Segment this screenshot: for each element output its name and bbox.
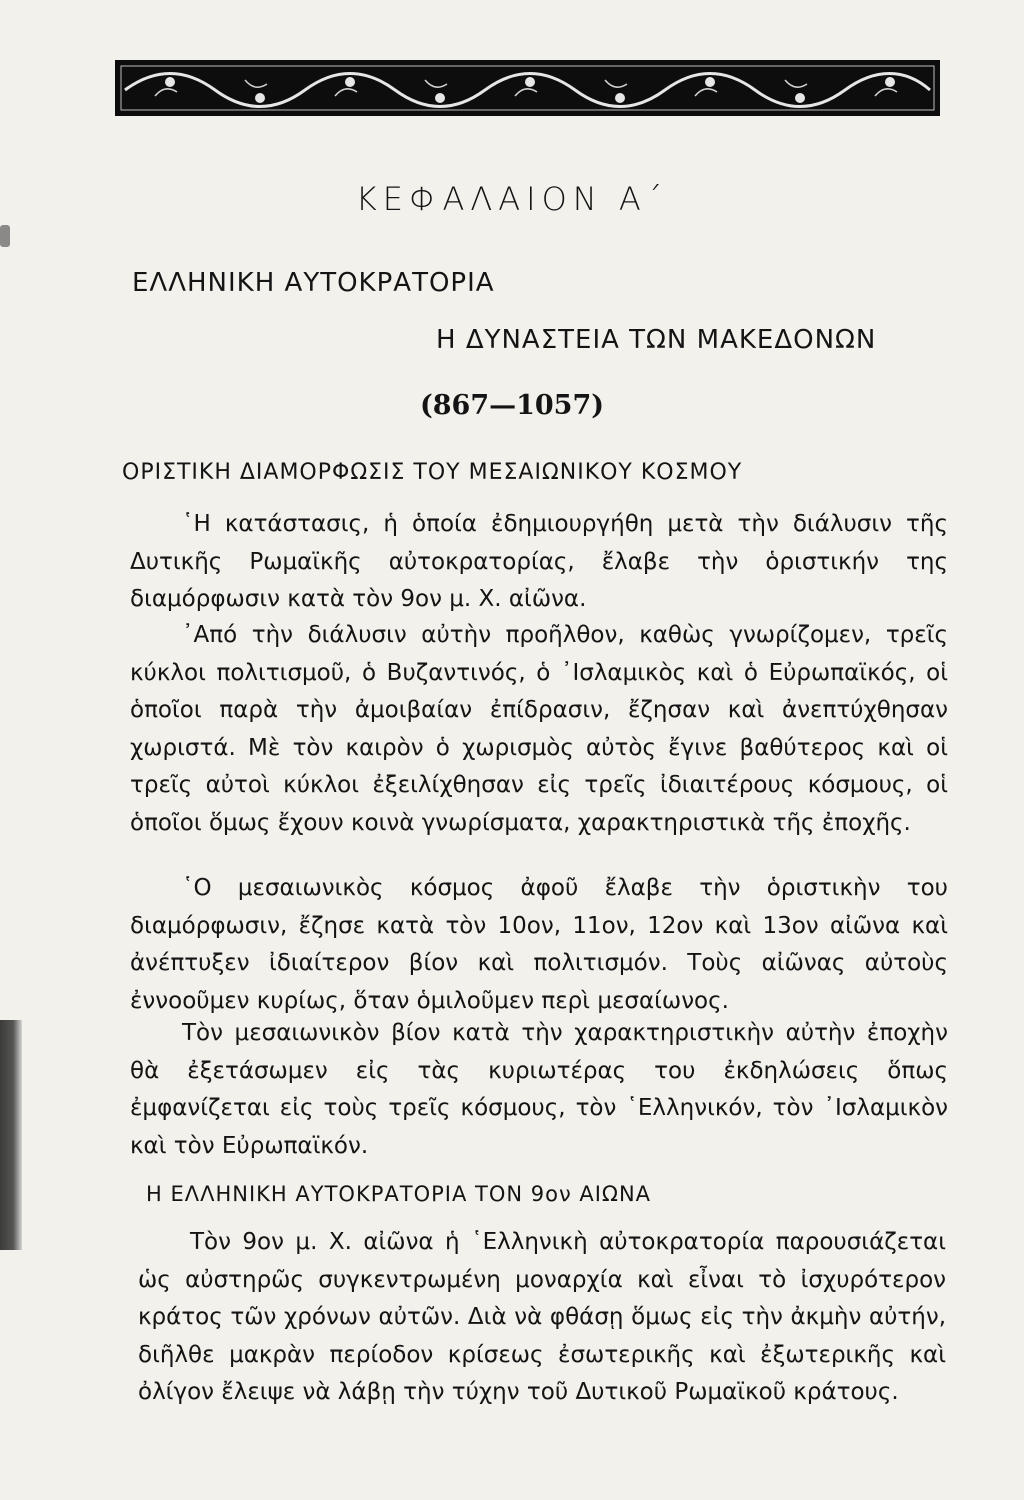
empire-heading: ΕΛΛΗΝΙΚΗ ΑΥΤΟΚΡΑΤΟΡΙΑ [132, 268, 495, 298]
page-mark [0, 225, 10, 247]
paragraph-4: Τὸν μεσαιωνικὸν βίον κατὰ τὴν χαρακτηριστικὴν αὐτὴν ἐποχὴν θὰ ἐξετάσωμεν εἰς τὰς κυριωτέρας του ἐκδηλώσεις ὅπως ἐμφανίζεται εἰς τοὺς τρεῖς κόσμους, τὸν ῾Ελληνικόν, τὸν ᾿Ισλαμικὸν καὶ τὸν Εὐρωπαϊκόν. [130, 1020, 948, 1159]
paragraph-1: ῾Η κατάστασις, ἡ ὁποία ἐδημιουργήθη μετὰ τὴν διάλυσιν τῆς Δυτικῆς Ρωμαϊκῆς αὐτοκρατορίας, ἔλαβε τὴν ὁριστικήν της διαμόρφωσιν κατὰ τὸν 9ον μ. Χ. αἰῶνα. [130, 511, 948, 612]
paragraph-2: ᾿Από τὴν διάλυσιν αὐτὴν προῆλθον, καθὼς γνωρίζομεν, τρεῖς κύκλοι πολιτισμοῦ, ὁ Βυζαντινός, ὁ ᾿Ισλαμικὸς καὶ ὁ Εὐρωπαϊκός, οἱ ὁποῖοι παρὰ τὴν ἀμοιβαίαν ἐπίδρασιν, ἔζησαν καὶ ἀνεπτύχθησαν χωριστά. Μὲ τὸν καιρὸν ὁ χωρισμὸς αὐτὸς ἔγινε βαθύτερος καὶ οἱ τρεῖς αὐτοὶ κύκλοι ἐξειλίχθησαν εἰς τρεῖς ἰδιαιτέρους κόσμους, οἱ ὁποῖοι ὅμως ἔχουν κοινὰ γνωρίσματα, χαρακτηριστικὰ τῆς ἐποχῆς. [130, 622, 948, 836]
years-heading: (867—1057) [419, 390, 605, 421]
dynasty-heading: Η ΔΥΝΑΣΤΕΙΑ ΤΩΝ ΜΑΚΕΔΟΝΩΝ [436, 325, 877, 355]
section-heading-greek-empire: Η ΕΛΛΗΝΙΚΗ ΑΥΤΟΚΡΑΤΟΡΙΑ ΤΟΝ 9ον ΑΙΩΝΑ [146, 1182, 652, 1206]
section-heading-medieval-world: ΟΡΙΣΤΙΚΗ ΔΙΑΜΟΡΦΩΣΙΣ ΤΟΥ ΜΕΣΑΙΩΝΙΚΟΥ ΚΟΣΜΟΥ [122, 460, 743, 485]
binding-shadow [0, 1020, 22, 1250]
paragraph-3: ῾Ο μεσαιωνικὸς κόσμος ἀφοῦ ἔλαβε τὴν ὁριστικὴν του διαμόρφωσιν, ἔζησε κατὰ τὸν 10ον, 11ον, 12ον καὶ 13ον αἰῶνα καὶ ἀνέπτυξεν ἰδιαίτερον βίον καὶ πολιτισμόν. Τοὺς αἰῶνας αὐτοὺς ἐννοοῦμεν κυρίως, ὅταν ὁμιλοῦμεν περὶ μεσαίωνος. [130, 875, 948, 1014]
chapter-title: ΚΕΦΑΛΑΙΟΝ Α΄ [355, 180, 669, 218]
paragraph-5: Τὸν 9ον μ. Χ. αἰῶνα ἡ ῾Ελληνικὴ αὐτοκρατορία παρουσιάζεται ὡς αὐστηρῶς συγκεντρωμένη μοναρχία καὶ εἶναι τὸ ἰσχυρότερον κράτος τῶν χρόνων αὐτῶν. Διὰ νὰ φθάσῃ ὅμως εἰς τὴν ἀκμὴν αὐτήν, διῆλθε μακρὰν περίοδον κρίσεως ἐσωτερικῆς καὶ ἐξωτερικῆς καὶ ὀλίγον ἔλειψε νὰ λάβῃ τὴν τύχην τοῦ Δυτικοῦ Ρωμαϊκοῦ κράτους. [138, 1229, 946, 1405]
ornamental-header-band [115, 60, 940, 116]
